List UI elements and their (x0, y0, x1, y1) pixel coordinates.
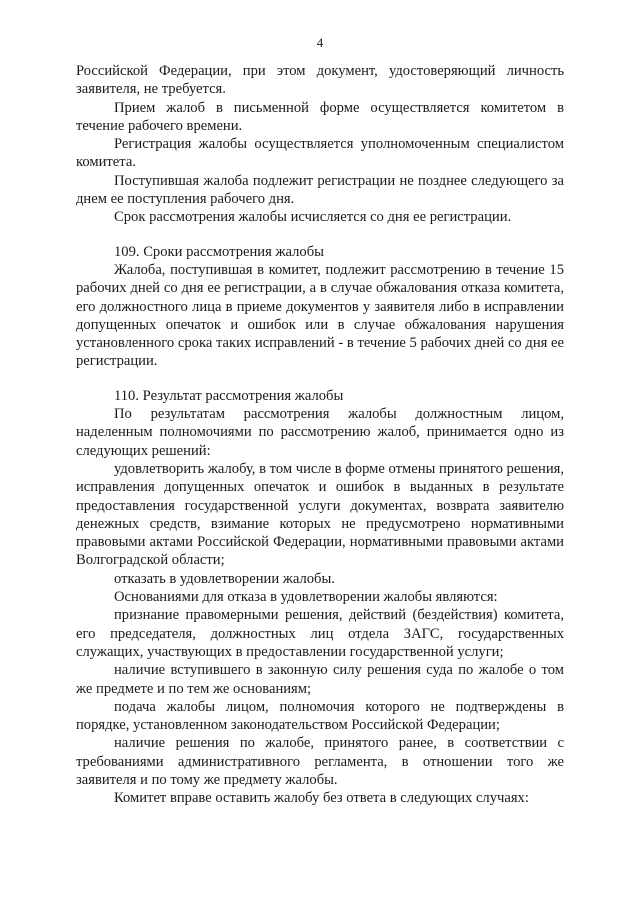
paragraph-refuse-complaint: отказать в удовлетворении жалобы. (114, 570, 335, 587)
document-body (76, 62, 564, 808)
paragraph-review-period-start: Срок рассмотрения жалобы исчисляется со дня ее регистрации. (114, 209, 512, 226)
paragraph-satisfy-complaint: удовлетворить жалобу, в том числе в форме отмены принятого решения, исправления допущенных опечаток и ошибок в выданных в результате предоставления государственной услуги документах, возврата заявителю денежных средств, взимание которых не предусмотрено нормативными правовыми актами Российской Федерации, нормативными правовыми актами Волгоградской области; (76, 460, 564, 569)
paragraph-ground-authority: подача жалобы лицом, полномочия которого не подтверждены в порядке, установленном законодательством Российской Федерации; (76, 698, 564, 734)
paragraph-refusal-grounds: Основаниями для отказа в удовлетворении жалобы являются: (114, 589, 498, 606)
paragraph-ground-court: наличие вступившего в законную силу решения суда по жалобе о том же предмете и по тем же основаниям; (76, 662, 564, 697)
paragraph-decisions-intro: По результатам рассмотрения жалобы должностным лицом, наделенным полномочиями по рассмотрению жалоб, принимается одно из следующих решений: (76, 406, 564, 459)
paragraph-ground-lawful: признание правомерными решения, действий (бездействия) комитета, его председателя, должностных лиц отдела ЗАГС, государственных служащих, участвующих в предоставлении государственной услуги; (76, 607, 564, 660)
paragraph-ground-prior-decision: наличие решения по жалобе, принятого ранее, в соответствии с требованиями административного регламента, в отношении того же заявителя и по тому же предмету жалобы. (76, 735, 564, 788)
paragraph-continuation: Российской Федерации, при этом документ, удостоверяющий личность заявителя, не требуется. (76, 63, 564, 98)
paragraph-registration-deadline: Поступившая жалоба подлежит регистрации не позднее следующего за днем ее поступления рабочего дня. (76, 172, 564, 208)
section-heading-109: 109. Сроки рассмотрения жалобы (114, 243, 324, 260)
section-heading-110: 110. Результат рассмотрения жалобы (114, 387, 344, 404)
page-number: 4 (316, 35, 324, 50)
paragraph-registration: Регистрация жалобы осуществляется уполномоченным специалистом комитета. (76, 136, 564, 171)
paragraph-no-answer-cases: Комитет вправе оставить жалобу без ответа в следующих случаях: (114, 790, 529, 807)
paragraph-review-terms: Жалоба, поступившая в комитет, подлежит рассмотрению в течение 15 рабочих дней со дня ее регистрации, а в случае обжалования отказа комитета, его должностного лица в приеме документов у заявителя либо в исправлении допущенных опечаток и ошибок или в случае обжалования нарушения установленного срока таких исправлений - в течение 5 рабочих дней со дня ее регистрации. (76, 261, 564, 370)
paragraph-written-complaints: Прием жалоб в письменной форме осуществляется комитетом в течение рабочего времени. (76, 99, 564, 134)
